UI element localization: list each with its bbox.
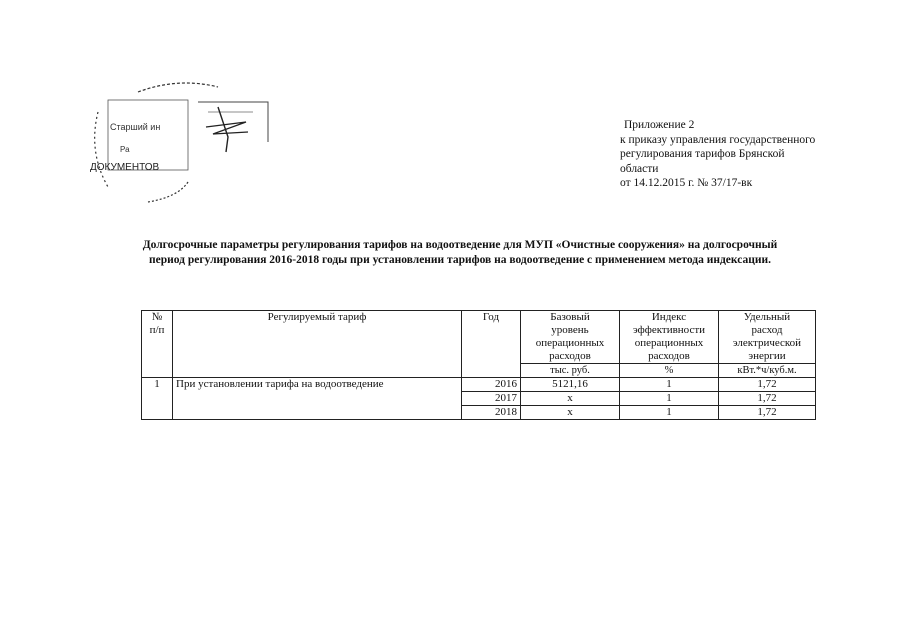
cell-num: 1 (142, 378, 173, 420)
title-line-2: период регулирования 2016-2018 годы при установлении тарифов на водоотведение с применением метода индексации. (149, 254, 771, 266)
stamp-text-3: ДОКУМЕНТОВ (90, 162, 160, 173)
unit-energy: кВт.*ч/куб.м. (719, 364, 816, 378)
cell-energy: 1,72 (719, 406, 816, 420)
unit-base: тыс. руб. (521, 364, 620, 378)
stamp-inner-box (108, 100, 188, 170)
appendix-line: регулирования тарифов Брянской (620, 148, 785, 160)
stamp-text-2: Ра (120, 145, 130, 154)
cell-index: 1 (620, 406, 719, 420)
cell-energy: 1,72 (719, 378, 816, 392)
stamp-text-1: Старший ин (110, 122, 161, 132)
parameters-table (141, 310, 816, 420)
header-num: № п/п (142, 311, 173, 378)
appendix-line: Приложение 2 (624, 119, 695, 131)
stamp-svg (78, 72, 278, 212)
cell-energy: 1,72 (719, 392, 816, 406)
cell-base: х (521, 406, 620, 420)
stamp-corner-line (198, 102, 268, 142)
stamp-arc-left (95, 112, 108, 187)
stamp-arc-bottom (148, 182, 188, 202)
appendix-line: от 14.12.2015 г. № 37/17-вк (620, 177, 753, 189)
cell-year: 2016 (462, 378, 521, 392)
unit-index: % (620, 364, 719, 378)
header-index: Индекс эффективности операционных расходов (620, 311, 719, 364)
cell-index: 1 (620, 378, 719, 392)
title-line-1: Долгосрочные параметры регулирования тарифов на водоотведение для МУП «Очистные сооружения» на долгосрочный (142, 239, 778, 251)
cell-year: 2017 (462, 392, 521, 406)
cell-year: 2018 (462, 406, 521, 420)
stamp-seal (78, 72, 278, 212)
appendix-line: к приказу управления государственного (620, 133, 816, 146)
cell-base: 5121,16 (521, 378, 620, 392)
cell-tariff: При установлении тарифа на водоотведение (173, 378, 462, 420)
appendix-block (620, 118, 880, 191)
table-row (142, 378, 816, 392)
cell-base: х (521, 392, 620, 406)
stamp-arc-top (138, 83, 218, 92)
table-header-row (142, 311, 816, 364)
document-title (70, 238, 850, 268)
cell-index: 1 (620, 392, 719, 406)
header-tariff: Регулируемый тариф (173, 311, 462, 378)
header-base: Базовый уровень операционных расходов (521, 311, 620, 364)
header-year: Год (462, 311, 521, 378)
appendix-line: области (620, 162, 659, 175)
header-energy: Удельный расход электрической энергии (719, 311, 816, 364)
